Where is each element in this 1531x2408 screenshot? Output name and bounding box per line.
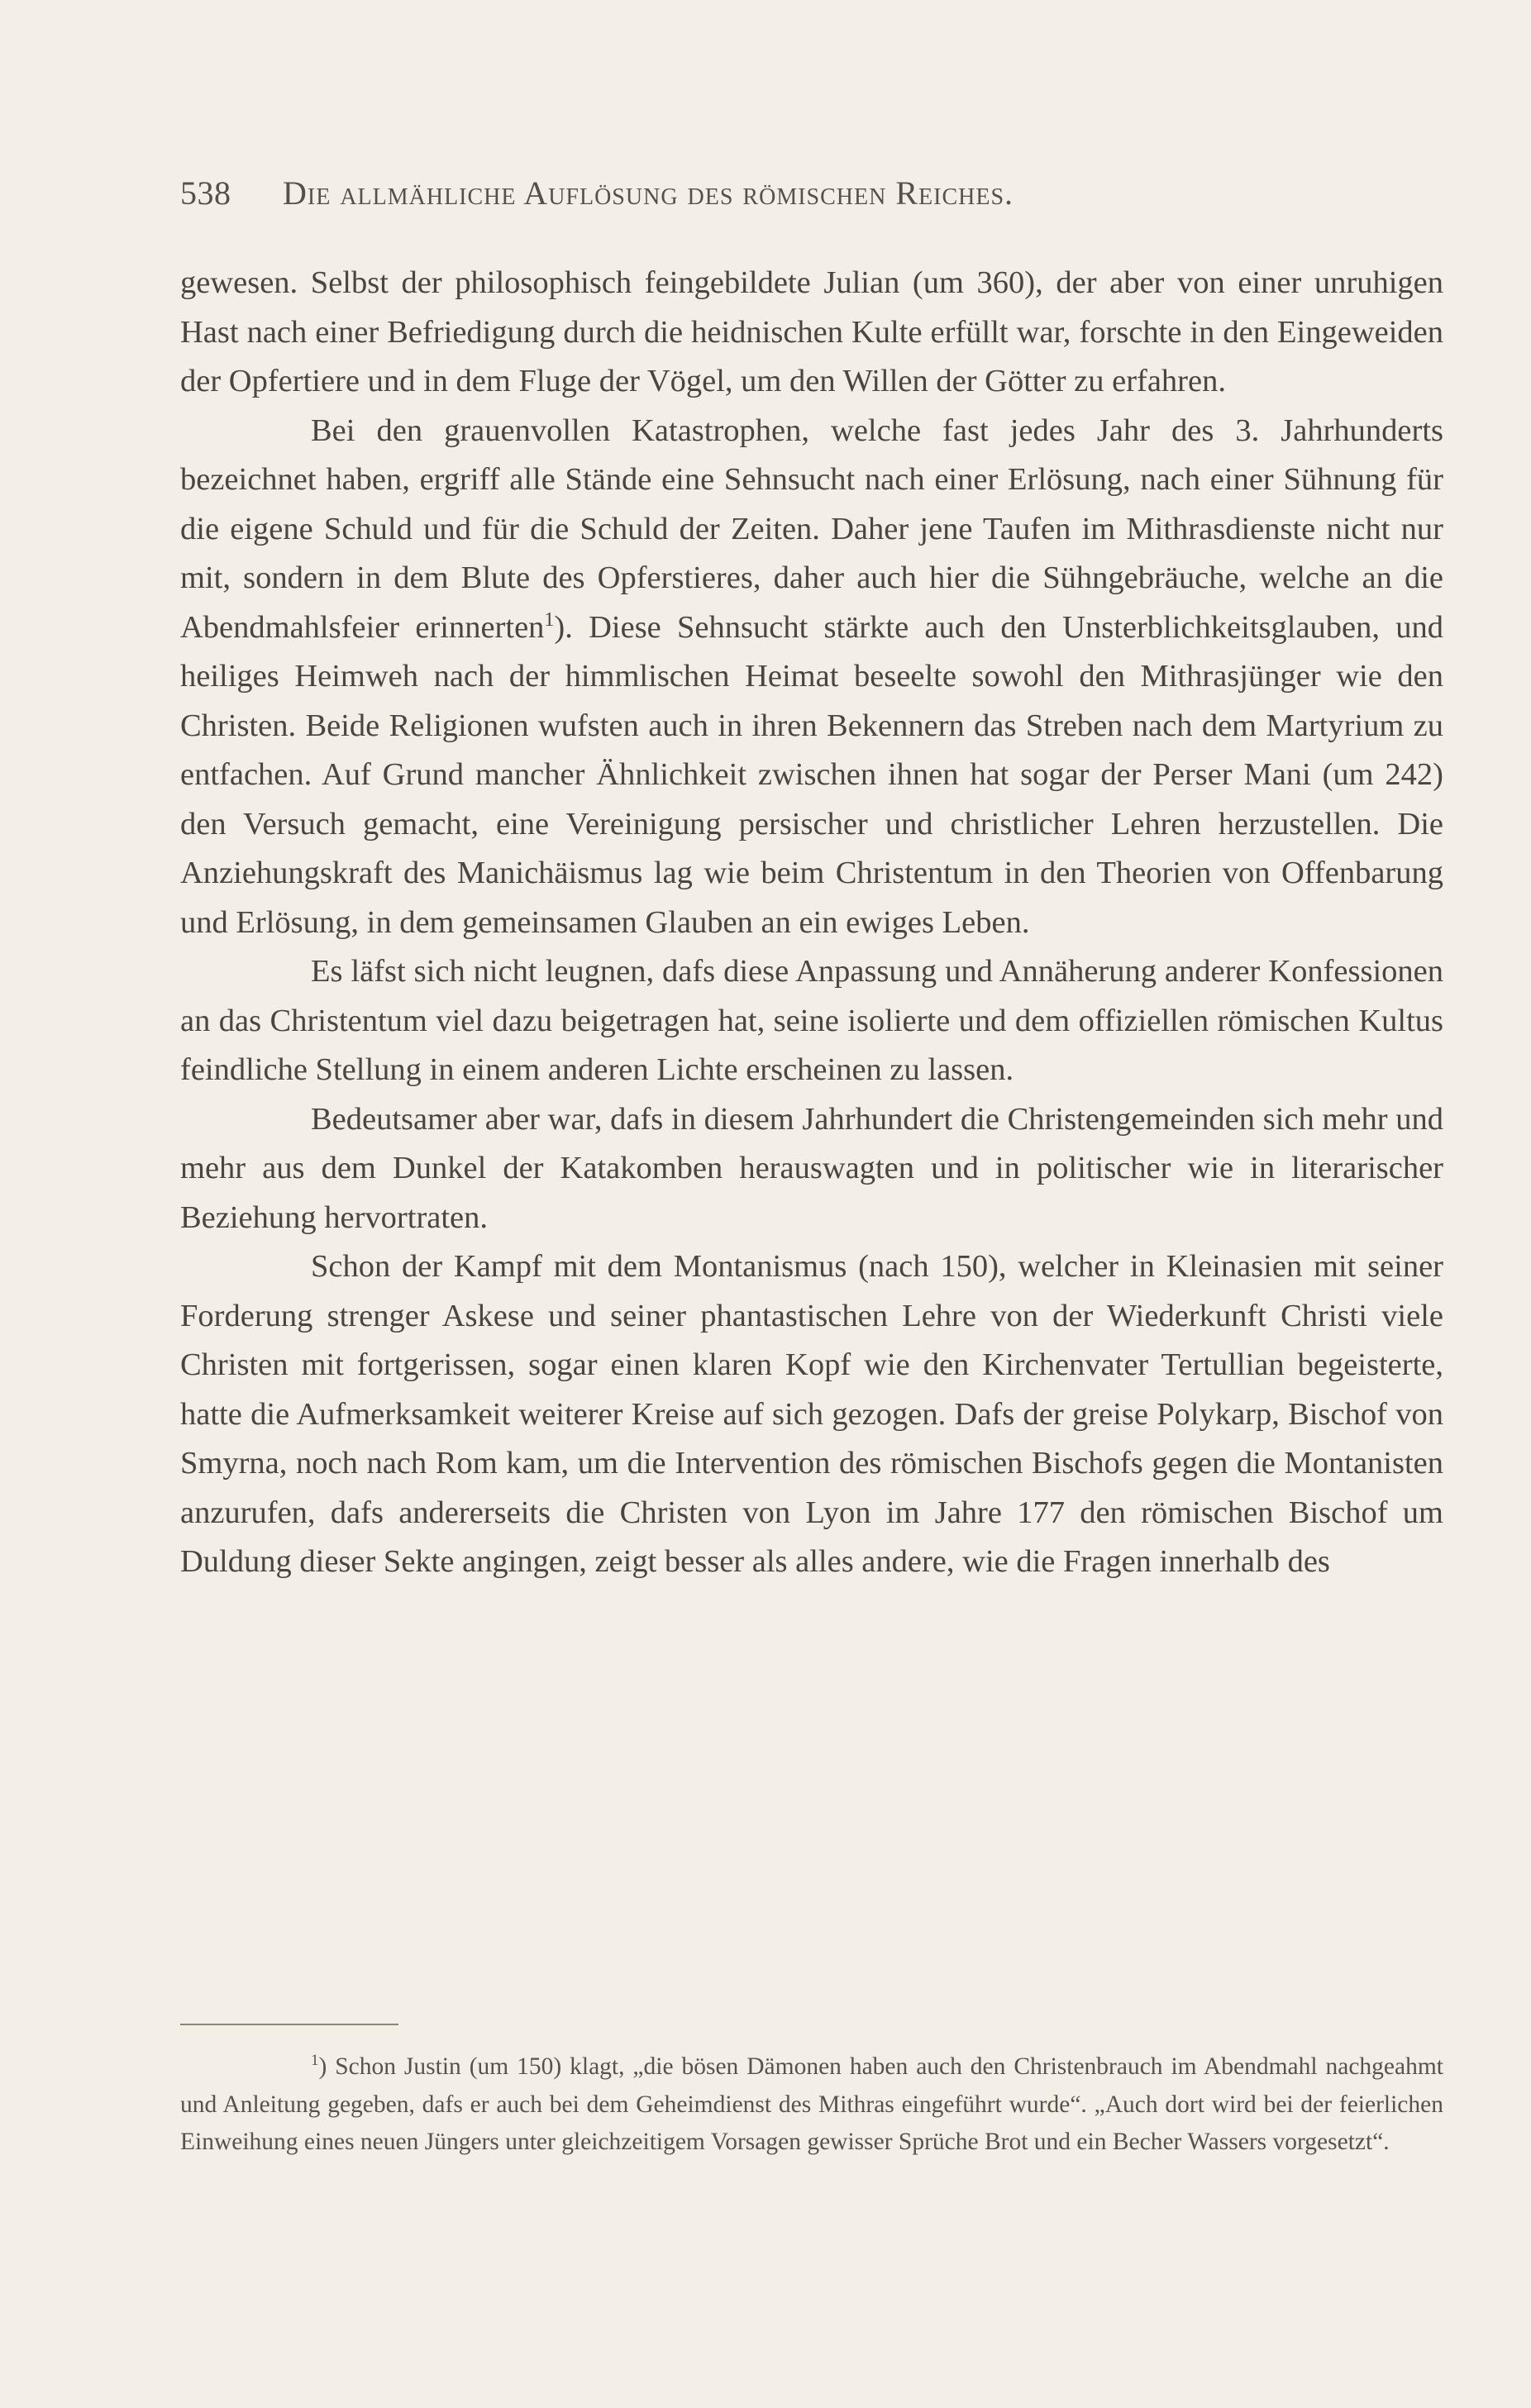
- paragraph-3: Es läfst sich nicht leugnen, dafs diese Anpassung und Annäherung anderer Konfessionen an das Christentum viel dazu beigetragen hat, seine isolierte und dem offiziellen römischen Kultus feindliche Stellung in einem anderen Lichte erscheinen zu lassen.: [180, 954, 1443, 1087]
- paragraph-2-text-cont: ). Diese Sehnsucht stärkte auch den Unsterblichkeitsglauben, und heiliges Heimweh nach der himmlischen Heimat beseelte sowohl den Mithrasjünger wie den Christen. Beide Religionen wufsten auch in ihren Bekennern das Streben nach dem Martyrium zu entfachen. Auf Grund mancher Ähnlichkeit zwischen ihnen hat sogar der Perser Mani (um 242) den Versuch gemacht, eine Vereinigung persischer und christlicher Lehren herzustellen. Die Anziehungskraft des Manichäismus lag wie beim Christentum in den Theorien von Offenbarung und Erlösung, in dem gemeinsamen Glauben an ein ewiges Leben.: [180, 609, 1444, 940]
- footnote-reference: 1: [544, 608, 555, 631]
- paragraph-1: gewesen. Selbst der philosophisch feingebildete Julian (um 360), der aber von einer unruhigen Hast nach einer Befriedigung durch die heidnischen Kulte erfüllt war, forschte in den Eingeweiden der Opfertiere und in dem Fluge der Vögel, um den Willen der Götter zu erfahren.: [180, 265, 1443, 398]
- footnote-1: [180, 2048, 1443, 2162]
- footnote-marker: 1: [311, 2052, 319, 2069]
- running-title: Die allmähliche Auflösung des römischen Reiches.: [283, 174, 1014, 212]
- paragraph-4: Bedeutsamer aber war, dafs in diesem Jahrhundert die Christengemeinden sich mehr und mehr aus dem Dunkel der Katakomben herauswagten und in politischer wie in literarischer Beziehung hervortraten.: [180, 1101, 1443, 1235]
- footnotes: [180, 2048, 1443, 2162]
- footnote-divider: [180, 2024, 398, 2025]
- main-text: [180, 259, 1443, 1587]
- running-header: [180, 174, 1288, 213]
- paragraph-2: [180, 407, 1443, 948]
- paragraph-5: Schon der Kampf mit dem Montanismus (nach 150), welcher in Kleinasien mit seiner Forderung strenger Askese und seiner phantastischen Lehre von der Wiederkunft Christi viele Christen mit fortgerissen, sogar einen klaren Kopf wie den Kirchenvater Tertullian begeisterte, hatte die Aufmerksamkeit weiterer Kreise auf sich gezogen. Dafs der greise Polykarp, Bischof von Smyrna, noch nach Rom kam, um die Intervention des römischen Bischofs gegen die Montanisten anzurufen, dafs andererseits die Christen von Lyon im Jahre 177 den römischen Bischof um Duldung dieser Sekte angingen, zeigt besser als alles andere, wie die Fragen innerhalb des: [180, 1249, 1443, 1579]
- page-number: 538: [180, 174, 231, 212]
- footnote-text: ) Schon Justin (um 150) klagt, „die bösen Dämonen haben auch den Christenbrauch im Abendmahl nachgeahmt und Anleitung gegeben, dafs er auch bei dem Geheimdienst des Mithras eingeführt wurde“. „Auch dort wird bei der feierlichen Einweihung eines neuen Jüngers unter gleichzeitigem Vorsagen gewisser Sprüche Brot und ein Becher Wassers vorgesetzt“.: [180, 2053, 1443, 2155]
- paragraph-2-text: Bei den grauenvollen Katastrophen, welche fast jedes Jahr des 3. Jahrhunderts bezeichnet haben, ergriff alle Stände eine Sehnsucht nach einer Erlösung, nach einer Sühnung für die eigene Schuld und für die Schuld der Zeiten. Daher jene Taufen im Mithrasdienste nicht nur mit, sondern in dem Blute des Opferstieres, daher auch hier die Sühngebräuche, welche an die Abendmahlsfeier erinnerten: [180, 412, 1443, 645]
